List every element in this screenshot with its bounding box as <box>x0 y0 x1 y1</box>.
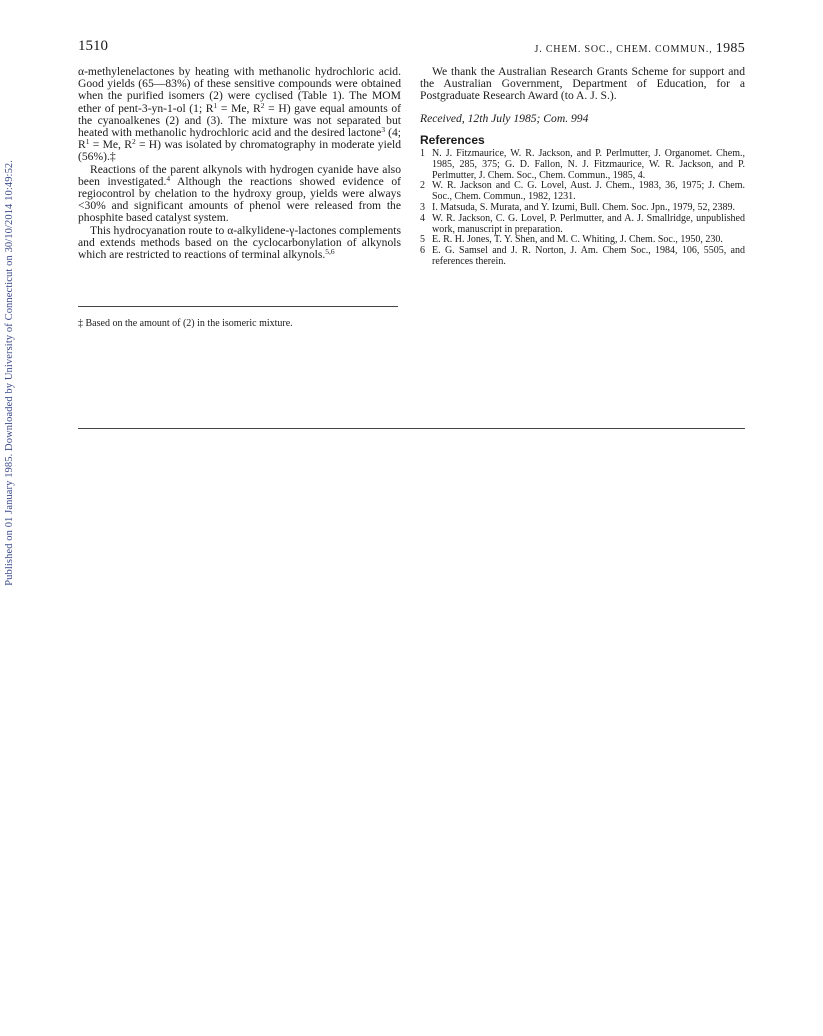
paragraph-alkynols <box>78 164 401 225</box>
citation-mark: 5,6 <box>325 247 335 257</box>
superscript: 1 <box>213 100 218 110</box>
received-date: Received, 12th July 1985; Com. 994 <box>420 111 589 125</box>
text-run: Reactions of the parent alkynols with hydrogen cyanide have also been investigated. <box>78 162 401 188</box>
journal-year: 1985 <box>715 41 745 56</box>
citation-mark: 4 <box>166 173 171 183</box>
reference-text: W. R. Jackson and C. G. Lovel, Aust. J. Chem., 1983, 36, 1975; J. Chem. Soc., Chem. Commun., 1982, 1231. <box>432 180 745 203</box>
download-notice: Published on 01 January 1985. Downloaded by University of Connecticut on 30/10/2014 10:49:52. <box>4 160 15 586</box>
reference-text: E. R. H. Jones, T. Y. Shen, and M. C. Whiting, J. Chem. Soc., 1950, 230. <box>432 234 723 246</box>
superscript: 1 <box>85 137 90 147</box>
reference-text: I. Matsuda, S. Murata, and Y. Izumi, Bull. Chem. Soc. Jpn., 1979, 52, 2389. <box>432 202 736 213</box>
reference-number: 3 <box>420 202 425 213</box>
reference-item <box>420 214 745 236</box>
reference-list <box>420 149 745 268</box>
reference-number: 1 <box>420 148 425 160</box>
paragraph-hydrolysis <box>78 66 401 164</box>
reference-number: 6 <box>420 245 425 257</box>
superscript: 2 <box>131 137 136 147</box>
text-run: = H) gave equal amounts of the cyanoalkenes (2) and (3). The mixture was not separated but heated with methanolic hydrochloric acid and the desired lactone <box>78 101 401 140</box>
left-column <box>78 66 401 261</box>
reference-text: N. J. Fitzmaurice, W. R. Jackson, and P. Perlmutter, J. Organomet. Chem., 1985, 285, 375; G. D. Fallon, N. J. Fitzmaurice, W. R. Jackson, and P. Perlmutter, J. Chem. Soc., Chem. Commun., 1985, 4. <box>432 148 745 181</box>
reference-number: 5 <box>420 234 425 246</box>
reference-text: E. G. Samsel and J. R. Norton, J. Am. Chem Soc., 1984, 106, 5505, and references therein. <box>432 245 745 267</box>
acknowledgement: We thank the Australian Research Grants Scheme for support and the Australian Government, Department of Education, for a Postgraduate Research Award (to A. J. S.). <box>420 65 745 103</box>
reference-number: 4 <box>420 212 425 224</box>
reference-item <box>420 181 745 203</box>
text-run: = H) was isolated by chromatography in moderate yield (56%).‡ <box>78 138 401 164</box>
text-run: = Me, R <box>89 138 132 152</box>
citation-mark: 3 <box>381 125 386 135</box>
page-end-rule <box>78 428 745 429</box>
text-run: = Me, R <box>217 101 261 115</box>
reference-item <box>420 246 745 268</box>
text-run: Although the reactions showed evidence of regiocontrol by chelation to the hydroxy group, yields were always <30% and significant amounts of phenol were released from the phosphite based catalyst system. <box>78 174 401 225</box>
page-number: 1510 <box>78 38 108 54</box>
right-column <box>420 66 745 268</box>
paragraph-conclusion <box>78 225 401 262</box>
references-heading: References <box>420 132 485 147</box>
journal-header <box>531 41 745 57</box>
footnote: ‡ Based on the amount of (2) in the isomeric mixture. <box>78 318 293 329</box>
text-run: (4; R <box>78 126 402 152</box>
reference-number: 2 <box>420 180 425 192</box>
text-run: α-methylenelactones by heating with methanolic hydrochloric acid. Good yields (65—83%) of these sensitive compounds were obtained when the purified isomers (2) were cyclised (Table 1). The MOM ether of pent-3-yn-1-ol (1; R <box>78 65 401 115</box>
reference-item <box>420 149 745 181</box>
reference-text: W. R. Jackson, C. G. Lovel, P. Perlmutter, and A. J. Smallridge, unpublished work, manuscript in preparation. <box>432 212 745 235</box>
text-run: This hydrocyanation route to α-alkylidene-γ-lactones complements and extends methods based on the cyclocarbonylation of alkynols which are restricted to reactions of terminal alkynols. <box>78 223 401 262</box>
superscript: 2 <box>260 100 265 110</box>
journal-name: J. CHEM. SOC., CHEM. COMMUN., <box>534 44 716 55</box>
footnote-divider <box>78 306 398 307</box>
